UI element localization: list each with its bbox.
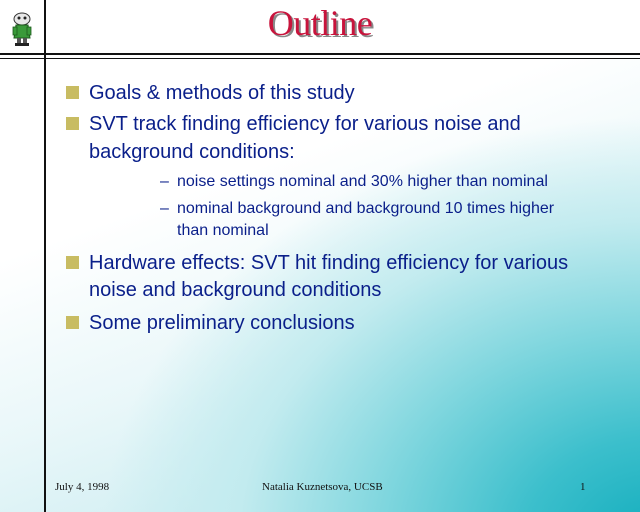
subbullet-marker: – bbox=[160, 173, 169, 190]
bullet-text-3: Hardware effects: SVT hit finding efficiency for various bbox=[89, 252, 569, 274]
bullet-marker bbox=[66, 316, 79, 329]
slide-title: Outline bbox=[267, 3, 373, 43]
footer-page-number: 1 bbox=[580, 481, 586, 493]
header-rule-bottom bbox=[0, 58, 640, 59]
bullet-marker bbox=[66, 117, 79, 130]
bullet-text-4: Some preliminary conclusions bbox=[89, 312, 355, 334]
footer-author: Natalia Kuznetsova, UCSB bbox=[262, 481, 383, 493]
subbullet-text-1: noise settings nominal and 30% higher than nominal bbox=[177, 173, 548, 190]
bullet-text-1: Goals & methods of this study bbox=[89, 82, 355, 104]
bullet-text-2-cont: background conditions: bbox=[89, 141, 295, 163]
bullet-marker bbox=[66, 86, 79, 99]
subbullet-marker: – bbox=[160, 200, 169, 217]
bullet-text-3-cont: noise and background conditions bbox=[89, 279, 382, 301]
bullet-text-2: SVT track finding efficiency for various noise and bbox=[89, 113, 521, 135]
subbullet-text-2-cont: than nominal bbox=[177, 222, 269, 239]
header-rule-top bbox=[0, 53, 640, 55]
subbullet-text-2: nominal background and background 10 times higher bbox=[177, 200, 555, 217]
vertical-rule bbox=[44, 0, 46, 512]
footer-date: July 4, 1998 bbox=[55, 481, 110, 493]
bullet-marker bbox=[66, 256, 79, 269]
